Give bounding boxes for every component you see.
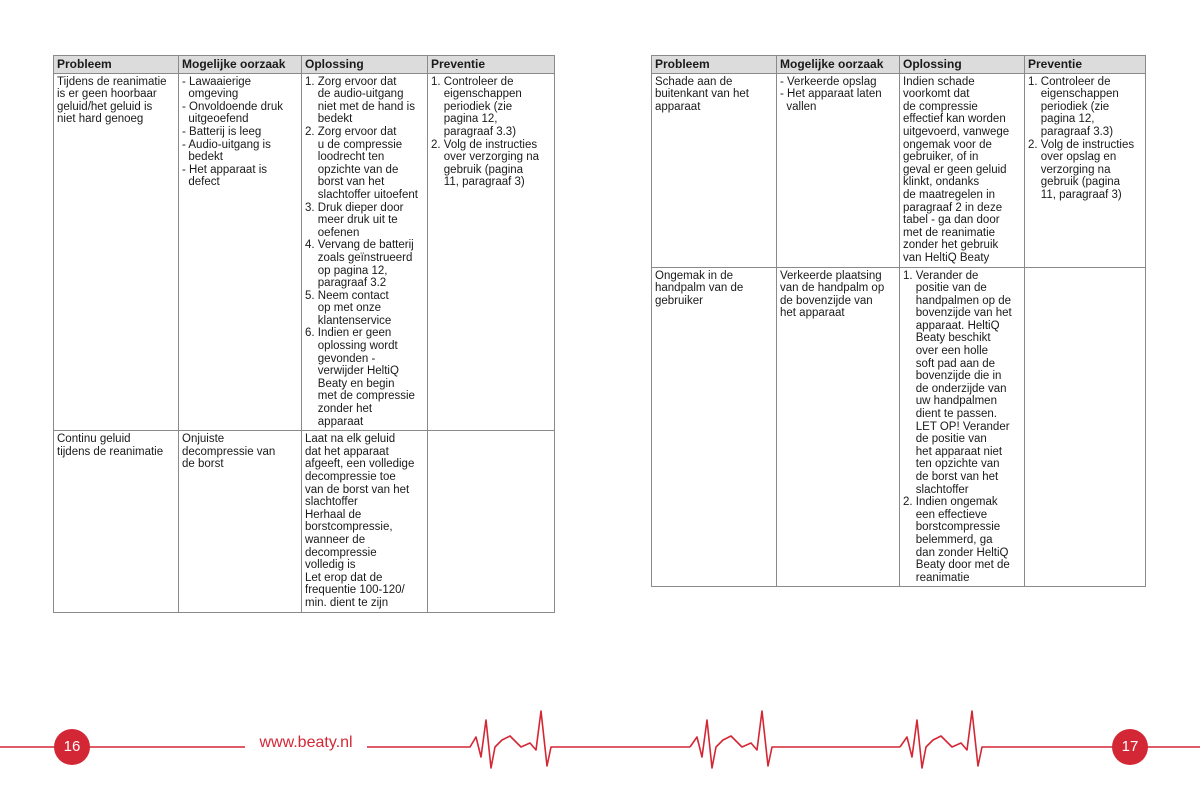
cell-text-line: paragraaf 3.3): [1028, 125, 1114, 138]
cell-text-line: 1. Verander de: [903, 269, 979, 282]
cell-text-line: de audio-uitgang: [305, 88, 404, 101]
cell-text-line: borstcompressie,: [305, 521, 393, 534]
cell-text-line: zonder het: [305, 403, 373, 416]
cell-text-line: Continu geluid: [57, 433, 131, 446]
cell-text-line: Let erop dat de: [305, 571, 383, 584]
header-preventie: Preventie: [1025, 56, 1146, 74]
cell-text-line: niet hard genoeg: [57, 113, 144, 126]
header-probleem: Probleem: [54, 56, 179, 74]
cell-text-line: apparaat: [305, 415, 364, 428]
cell-text-line: bedekt: [305, 113, 353, 126]
cell-text-line: Beaty door met de: [903, 559, 1010, 572]
cell-text-line: Ongemak in de: [655, 269, 733, 282]
cell-text-line: 6. Indien er geen: [305, 327, 392, 340]
cell-text-line: LET OP! Verander: [903, 420, 1010, 433]
cell-text-line: gebruik (pagina: [431, 163, 524, 176]
cell-text-line: buitenkant van het: [655, 88, 749, 101]
cell-text-line: decompressie: [305, 546, 377, 559]
cell-text-line: vallen: [780, 100, 817, 113]
cell-text-line: belemmerd, ga: [903, 533, 993, 546]
cell-text-line: over opslag en: [1028, 151, 1117, 164]
footer-line: [0, 700, 1200, 788]
cell-text-line: tijdens de reanimatie: [57, 445, 164, 458]
cell-oorzaak: [777, 267, 900, 587]
cell-text-line: Tijdens de reanimatie: [57, 75, 167, 88]
cell-text-line: 2. Indien ongemak: [903, 496, 998, 509]
cell-text-line: bedekt: [182, 151, 223, 164]
cell-text-line: paragraaf 2 in deze: [903, 201, 1003, 214]
cell-probleem: [652, 267, 777, 587]
cell-text-line: paragraaf 3.3): [431, 125, 517, 138]
cell-text-line: 11, paragraaf 3): [1028, 188, 1122, 201]
cell-text-line: van de handpalm op: [780, 282, 885, 295]
cell-text-line: geval er geen geluid: [903, 163, 1007, 176]
cell-text-line: de borst: [182, 458, 224, 471]
cell-text-line: voorkomt dat: [903, 88, 970, 101]
header-probleem: Probleem: [652, 56, 777, 74]
cell-text-line: Indien schade: [903, 75, 975, 88]
cell-text-line: geluid/het geluid is: [57, 100, 153, 113]
cell-text-line: uitgevoerd, vanwege: [903, 125, 1010, 138]
table-row: [54, 73, 555, 431]
cell-text-line: positie van de: [903, 282, 987, 295]
cell-text-line: gevonden -: [305, 352, 376, 365]
cell-text-line: effectief kan worden: [903, 113, 1006, 126]
cell-text-line: 11, paragraaf 3): [431, 176, 525, 189]
cell-text-line: het apparaat: [780, 307, 845, 320]
cell-text-line: 2. Volg de instructies: [1028, 138, 1135, 151]
cell-text-line: Laat na elk geluid: [305, 433, 396, 446]
cell-text-line: borst van het: [305, 176, 385, 189]
cell-text-line: decompressie van: [182, 445, 276, 458]
cell-text-line: Verkeerde plaatsing: [780, 269, 882, 282]
cell-probleem: [652, 73, 777, 267]
website-link[interactable]: www.beaty.nl: [245, 733, 367, 753]
cell-text-line: decompressie toe: [305, 471, 396, 483]
troubleshooting-table-right: [651, 55, 1146, 587]
cell-text-line: met de reanimatie: [903, 226, 996, 239]
page-number-left: 16: [54, 729, 90, 765]
cell-text-line: - Het apparaat laten: [780, 88, 882, 101]
cell-text-line: frequentie 100-120/: [305, 584, 405, 597]
cell-probleem: [54, 73, 179, 431]
table-row: [652, 267, 1146, 587]
cell-text-line: u de compressie: [305, 138, 403, 151]
cell-text-line: met de compressie: [305, 390, 415, 403]
cell-oorzaak: [777, 73, 900, 267]
cell-text-line: volledig is: [305, 559, 356, 572]
cell-text-line: de onderzijde van: [903, 382, 1007, 395]
cell-text-line: eigenschappen: [1028, 88, 1119, 101]
cell-probleem: [54, 431, 179, 612]
cell-text-line: - Het apparaat is: [182, 163, 268, 176]
cell-text-line: zoals geïnstrueerd: [305, 251, 413, 264]
cell-text-line: de borst van het: [903, 471, 999, 483]
cell-oplossing: [302, 73, 428, 431]
cell-text-line: de compressie: [903, 100, 978, 113]
cell-text-line: bovenzijde die in: [903, 370, 1002, 383]
cell-text-line: slachtoffer: [305, 496, 358, 509]
cell-oorzaak: [179, 431, 302, 612]
header-oplossing: Oplossing: [900, 56, 1025, 74]
cell-text-line: afgeeft, een volledige: [305, 458, 415, 471]
cell-text-line: verzorging na: [1028, 163, 1111, 176]
cell-text-line: borstcompressie: [903, 521, 1001, 534]
cell-text-line: soft pad aan de: [903, 357, 996, 370]
troubleshooting-table-left: [53, 55, 555, 613]
cell-text-line: dient te passen.: [903, 408, 997, 421]
cell-text-line: omgeving: [182, 88, 239, 101]
cell-text-line: gebruiker: [655, 294, 703, 307]
cell-text-line: uw handpalmen: [903, 395, 997, 408]
table-row: [54, 431, 555, 612]
cell-text-line: 1. Controleer de: [1028, 75, 1111, 88]
header-preventie: Preventie: [428, 56, 555, 74]
cell-text-line: defect: [182, 176, 220, 189]
cell-text-line: ten opzichte van: [903, 458, 1000, 471]
cell-text-line: handpalmen op de: [903, 294, 1012, 307]
cell-oplossing: [900, 73, 1025, 267]
cell-text-line: - Verkeerde opslag: [780, 75, 877, 88]
cell-text-line: 2. Zorg ervoor dat: [305, 125, 397, 138]
cell-text-line: - Onvoldoende druk: [182, 100, 284, 113]
cell-text-line: het apparaat niet: [903, 445, 1003, 458]
cell-text-line: de maatregelen in: [903, 188, 996, 201]
cell-text-line: van de borst van het: [305, 483, 410, 496]
cell-text-line: pagina 12,: [431, 113, 498, 126]
cell-text-line: loodrecht ten: [305, 151, 385, 164]
cell-text-line: 2. Volg de instructies: [431, 138, 538, 151]
cell-text-line: 1. Zorg ervoor dat: [305, 75, 397, 88]
cell-text-line: Schade aan de: [655, 75, 733, 88]
cell-text-line: Herhaal de: [305, 508, 362, 521]
cell-text-line: niet met de hand is: [305, 100, 415, 113]
cell-text-line: eigenschappen: [431, 88, 522, 101]
cell-text-line: zonder het gebruik: [903, 239, 999, 252]
page-number-right: 17: [1112, 729, 1148, 765]
cell-text-line: oefenen: [305, 226, 360, 239]
cell-text-line: van HeltiQ Beaty: [903, 251, 990, 264]
cell-text-line: pagina 12,: [1028, 113, 1095, 126]
cell-text-line: een effectieve: [903, 508, 988, 521]
cell-text-line: 1. Controleer de: [431, 75, 514, 88]
cell-text-line: Onjuiste: [182, 433, 225, 446]
cell-oorzaak: [179, 73, 302, 431]
cell-text-line: dat het apparaat: [305, 445, 389, 458]
cell-text-line: verwijder HeltiQ: [305, 365, 399, 378]
cell-preventie: [1025, 73, 1146, 267]
cell-text-line: dan zonder HeltiQ: [903, 546, 1009, 559]
cell-text-line: ongemak voor de: [903, 138, 992, 151]
cell-text-line: is er geen hoorbaar: [57, 88, 157, 101]
cell-text-line: slachtoffer: [903, 483, 969, 496]
header-oorzaak: Mogelijke oorzaak: [777, 56, 900, 74]
cell-text-line: klantenservice: [305, 314, 392, 327]
cell-text-line: Beaty en begin: [305, 377, 395, 390]
cell-text-line: wanneer de: [305, 533, 366, 546]
cell-oplossing: [302, 431, 428, 612]
header-oplossing: Oplossing: [302, 56, 428, 74]
cell-text-line: handpalm van de: [655, 282, 744, 295]
cell-text-line: periodiek (zie: [1028, 100, 1110, 113]
cell-text-line: reanimatie: [903, 571, 970, 584]
cell-text-line: de positie van: [903, 433, 987, 446]
cell-text-line: 3. Druk dieper door: [305, 201, 404, 214]
cell-text-line: klinkt, ondanks: [903, 176, 980, 189]
cell-preventie: [428, 431, 555, 612]
cell-text-line: tabel - ga dan door: [903, 214, 1000, 227]
cell-text-line: op pagina 12,: [305, 264, 388, 277]
cell-text-line: min. dient te zijn: [305, 596, 389, 609]
cell-text-line: opzichte van de: [305, 163, 399, 176]
cell-text-line: - Batterij is leeg: [182, 125, 262, 138]
cell-preventie: [428, 73, 555, 431]
cell-text-line: over verzorging na: [431, 151, 540, 164]
cell-text-line: bovenzijde van het: [903, 307, 1012, 320]
cell-text-line: meer druk uit te: [305, 214, 398, 227]
table-row: [652, 73, 1146, 267]
cell-oplossing: [900, 267, 1025, 587]
cell-text-line: paragraaf 3.2: [305, 277, 387, 290]
cell-text-line: - Lawaaierige: [182, 75, 252, 88]
cell-preventie: [1025, 267, 1146, 587]
cell-text-line: 4. Vervang de batterij: [305, 239, 414, 252]
cell-text-line: uitgeoefend: [182, 113, 249, 126]
cell-text-line: over een holle: [903, 345, 989, 358]
heartbeat-line-icon: [0, 711, 1200, 768]
cell-text-line: Beaty beschikt: [903, 332, 991, 345]
cell-text-line: - Audio-uitgang is: [182, 138, 271, 151]
cell-text-line: slachtoffer uitoefent: [305, 188, 418, 201]
cell-text-line: apparaat. HeltiQ: [903, 319, 1000, 332]
header-oorzaak: Mogelijke oorzaak: [179, 56, 302, 74]
cell-text-line: gebruiker, of in: [903, 151, 979, 164]
table-header-row: [54, 56, 555, 74]
cell-text-line: de bovenzijde van: [780, 294, 873, 307]
cell-text-line: apparaat: [655, 100, 701, 113]
cell-text-line: oplossing wordt: [305, 340, 398, 353]
cell-text-line: gebruik (pagina: [1028, 176, 1121, 189]
table-header-row: [652, 56, 1146, 74]
cell-text-line: op met onze: [305, 302, 382, 315]
cell-text-line: periodiek (zie: [431, 100, 513, 113]
cell-text-line: 5. Neem contact: [305, 289, 389, 302]
